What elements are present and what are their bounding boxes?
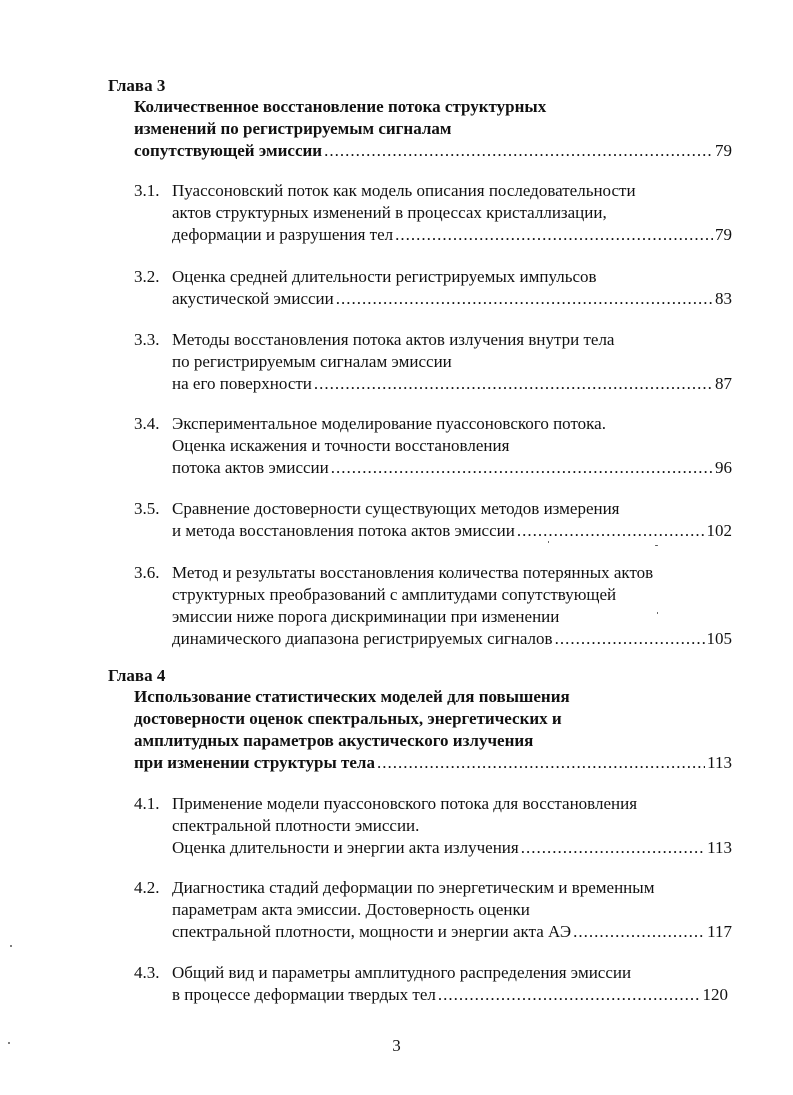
scan-speck: [10, 945, 12, 947]
section-3-1-line-1: Пуассоновский поток как модель описания последовательности: [172, 181, 636, 200]
section-4-1-number: 4.1.: [134, 794, 160, 813]
section-3-3-entry[interactable]: [172, 373, 732, 395]
section-3-5-entry[interactable]: [172, 520, 732, 542]
chapter-4-title-line-2: достоверности оценок спектральных, энергетических и: [134, 709, 562, 728]
section-3-4-page: 96: [715, 458, 732, 477]
section-4-2-last: спектральной плотности, мощности и энергии акта АЭ: [172, 922, 572, 941]
section-3-4-line-1: Экспериментальное моделирование пуассоновского потока.: [172, 414, 606, 433]
section-3-3-line-1: Методы восстановления потока актов излучения внутри тела: [172, 330, 615, 349]
chapter-4-label: Глава 4: [108, 666, 166, 685]
section-3-5-last: и метода восстановления потока актов эмиссии: [172, 521, 515, 540]
section-4-3-number: 4.3.: [134, 963, 160, 982]
scan-speck: [657, 612, 658, 614]
section-3-1-entry[interactable]: [172, 224, 732, 246]
section-3-6-number: 3.6.: [134, 563, 160, 582]
section-4-1-page: 113: [707, 838, 732, 857]
dot-leader: [314, 373, 713, 395]
section-3-1-page: 79: [715, 225, 732, 244]
chapter-3-title-line-2: изменений по регистрируемым сигналам: [134, 119, 452, 138]
section-3-3-line-2: по регистрируемым сигналам эмиссии: [172, 352, 452, 371]
chapter-3-title-entry[interactable]: [134, 140, 732, 162]
section-4-3-page: 120: [702, 985, 728, 1004]
section-4-1-line-2: спектральной плотности эмиссии.: [172, 816, 420, 835]
section-3-1-number: 3.1.: [134, 181, 160, 200]
scan-speck: [548, 541, 549, 543]
section-3-6-line-1: Метод и результаты восстановления количества потерянных актов: [172, 563, 654, 582]
dot-leader: [377, 752, 705, 774]
section-3-2-entry[interactable]: [172, 288, 732, 310]
section-3-2-number: 3.2.: [134, 267, 160, 286]
section-4-2-line-2: параметрам акта эмиссии. Достоверность оценки: [172, 900, 530, 919]
section-3-1-line-2: актов структурных изменений в процессах кристаллизации,: [172, 203, 607, 222]
scan-speck: [8, 1042, 10, 1044]
dot-leader: [517, 520, 705, 542]
chapter-3-title-line-1: Количественное восстановление потока структурных: [134, 97, 547, 116]
dot-leader: [395, 224, 713, 246]
chapter-4-title-line-3: амплитудных параметров акустического излучения: [134, 731, 534, 750]
chapter-4-page: 113: [707, 753, 732, 772]
scan-speck: [655, 545, 658, 546]
section-3-5-line-1: Сравнение достоверности существующих методов измерения: [172, 499, 620, 518]
section-4-2-page: 117: [707, 922, 732, 941]
section-3-5-number: 3.5.: [134, 499, 160, 518]
section-4-3-line-1: Общий вид и параметры амплитудного распределения эмиссии: [172, 963, 632, 982]
section-3-6-last: динамического диапазона регистрируемых сигналов: [172, 629, 553, 648]
page-number: 3: [392, 1036, 401, 1055]
section-4-1-line-1: Применение модели пуассоновского потока для восстановления: [172, 794, 638, 813]
section-4-2-entry[interactable]: [172, 921, 732, 943]
section-3-4-line-2: Оценка искажения и точности восстановления: [172, 436, 510, 455]
section-3-2-last: акустической эмиссии: [172, 289, 334, 308]
section-3-4-entry[interactable]: [172, 457, 732, 479]
section-3-6-line-3: эмиссии ниже порога дискриминации при изменении: [172, 607, 560, 626]
section-4-1-last: Оценка длительности и энергии акта излучения: [172, 838, 519, 857]
chapter-3-label: Глава 3: [108, 76, 166, 95]
dot-leader: [331, 457, 713, 479]
chapter-4-title-line-1: Использование статистических моделей для повышения: [134, 687, 570, 706]
section-3-4-last: потока актов эмиссии: [172, 458, 329, 477]
section-3-3-number: 3.3.: [134, 330, 160, 349]
section-4-2-line-1: Диагностика стадий деформации по энергетическим и временным: [172, 878, 655, 897]
section-4-1-entry[interactable]: [172, 837, 732, 859]
section-3-3-last: на его поверхности: [172, 374, 312, 393]
section-3-6-page: 105: [706, 629, 732, 648]
section-3-3-page: 87: [715, 374, 732, 393]
section-3-4-number: 3.4.: [134, 414, 160, 433]
chapter-4-title-entry[interactable]: [134, 752, 732, 774]
section-4-3-last: в процессе деформации твердых тел: [172, 985, 436, 1004]
chapter-3-page: 79: [715, 141, 732, 160]
dot-leader: [324, 140, 713, 162]
dot-leader: [521, 837, 705, 859]
dot-leader: [438, 984, 701, 1006]
chapter-3-title-last: сопутствующей эмиссии: [134, 141, 323, 160]
section-3-2-page: 83: [715, 289, 732, 308]
section-4-3-entry[interactable]: [172, 984, 728, 1006]
section-3-2-line-1: Оценка средней длительности регистрируемых импульсов: [172, 267, 597, 286]
dot-leader: [555, 628, 705, 650]
dot-leader: [573, 921, 705, 943]
section-4-2-number: 4.2.: [134, 878, 160, 897]
section-3-6-line-2: структурных преобразований с амплитудами сопутствующей: [172, 585, 617, 604]
section-3-1-last: деформации и разрушения тел: [172, 225, 394, 244]
section-3-6-entry[interactable]: [172, 628, 732, 650]
section-3-5-page: 102: [706, 521, 732, 540]
chapter-4-title-last: при изменении структуры тела: [134, 753, 375, 772]
dot-leader: [336, 288, 713, 310]
